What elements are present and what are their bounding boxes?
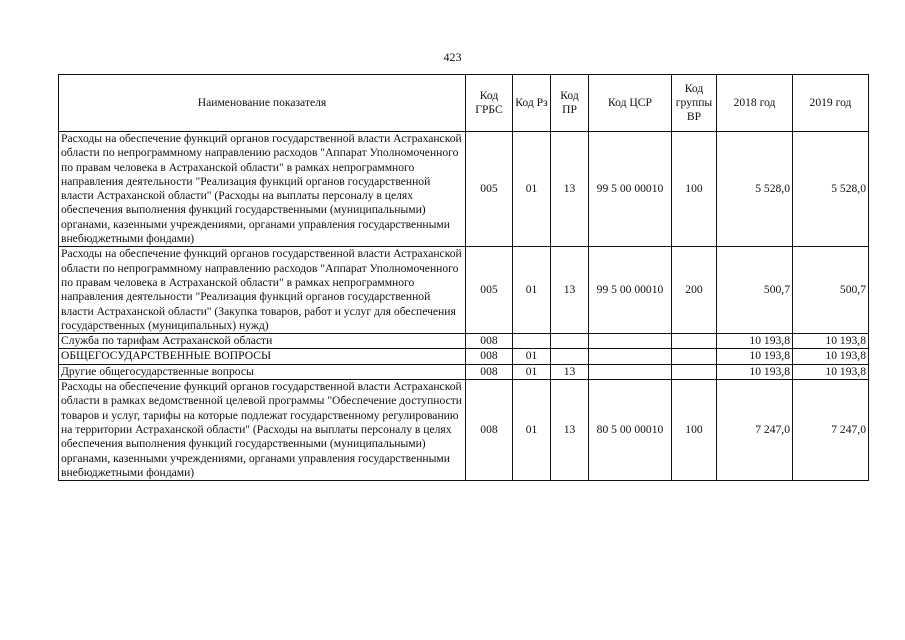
header-2019: 2019 год bbox=[793, 75, 869, 132]
row-name: Расходы на обеспечение функций органов государственной власти Астраханской области по непрограммному направлению расходов "Аппарат Уполномоченного по правам человека в Астраханской области" в рамках непрограммного направления деятельности "Реализация функций органов государственной власти Астраханской области" (Закупка товаров, работ и услуг для обеспечения государственных (муниципальных) нужд) bbox=[59, 247, 466, 334]
row-name: Служба по тарифам Астраханской области bbox=[59, 334, 466, 349]
row-csr bbox=[589, 364, 672, 379]
header-pr: Код ПР bbox=[551, 75, 589, 132]
row-grbs: 008 bbox=[466, 349, 513, 364]
row-2019: 7 247,0 bbox=[793, 380, 869, 481]
row-2019: 500,7 bbox=[793, 247, 869, 334]
row-name: Расходы на обеспечение функций органов государственной власти Астраханской области в рамках ведомственной целевой программы "Обеспечение доступности товаров и услуг, тарифы на которые подлежат государственному регулированию на территории Астраханской области" (Расходы на выплаты персоналу в целях обеспечения выполнения функций государственными (муниципальными) органами, казенными учреждениями, органами управления государственными внебюджетными фондами) bbox=[59, 380, 466, 481]
table-row bbox=[59, 334, 869, 349]
row-csr bbox=[589, 334, 672, 349]
header-grbs: Код ГРБС bbox=[466, 75, 513, 132]
table-row bbox=[59, 349, 869, 364]
row-2019: 10 193,8 bbox=[793, 334, 869, 349]
header-name: Наименование показателя bbox=[59, 75, 466, 132]
table-row bbox=[59, 132, 869, 247]
row-csr: 99 5 00 00010 bbox=[589, 132, 672, 247]
page-number: 423 bbox=[443, 50, 462, 64]
table-header-row bbox=[59, 75, 869, 132]
row-2018: 500,7 bbox=[717, 247, 793, 334]
row-pr: 13 bbox=[551, 380, 589, 481]
row-grbs: 008 bbox=[466, 380, 513, 481]
row-2018: 5 528,0 bbox=[717, 132, 793, 247]
row-pr: 13 bbox=[551, 132, 589, 247]
row-pr bbox=[551, 349, 589, 364]
row-rz: 01 bbox=[513, 380, 551, 481]
row-pr: 13 bbox=[551, 247, 589, 334]
table-row bbox=[59, 380, 869, 481]
row-csr: 99 5 00 00010 bbox=[589, 247, 672, 334]
row-pr bbox=[551, 334, 589, 349]
header-vr: Код группы ВР bbox=[672, 75, 717, 132]
row-rz: 01 bbox=[513, 364, 551, 379]
row-rz: 01 bbox=[513, 247, 551, 334]
header-rz: Код Рз bbox=[513, 75, 551, 132]
row-2018: 10 193,8 bbox=[717, 349, 793, 364]
row-2018: 7 247,0 bbox=[717, 380, 793, 481]
row-vr bbox=[672, 364, 717, 379]
row-grbs: 008 bbox=[466, 334, 513, 349]
table-row bbox=[59, 364, 869, 379]
row-2018: 10 193,8 bbox=[717, 364, 793, 379]
row-name: Расходы на обеспечение функций органов государственной власти Астраханской области по непрограммному направлению расходов "Аппарат Уполномоченного по правам человека в Астраханской области" в рамках непрограммного направления деятельности "Реализация функций органов государственной власти Астраханской области" (Расходы на выплаты персоналу в целях обеспечения выполнения функций государственными (муниципальными) органами, казенными учреждениями, органами управления государственными внебюджетными фондами) bbox=[59, 132, 466, 247]
header-2018: 2018 год bbox=[717, 75, 793, 132]
row-2018: 10 193,8 bbox=[717, 334, 793, 349]
row-grbs: 008 bbox=[466, 364, 513, 379]
row-vr: 200 bbox=[672, 247, 717, 334]
row-grbs: 005 bbox=[466, 247, 513, 334]
row-2019: 5 528,0 bbox=[793, 132, 869, 247]
row-grbs: 005 bbox=[466, 132, 513, 247]
row-csr: 80 5 00 00010 bbox=[589, 380, 672, 481]
row-vr bbox=[672, 334, 717, 349]
row-vr bbox=[672, 349, 717, 364]
header-csr: Код ЦСР bbox=[589, 75, 672, 132]
row-rz bbox=[513, 334, 551, 349]
row-vr: 100 bbox=[672, 132, 717, 247]
row-2019: 10 193,8 bbox=[793, 364, 869, 379]
row-pr: 13 bbox=[551, 364, 589, 379]
row-rz: 01 bbox=[513, 349, 551, 364]
row-2019: 10 193,8 bbox=[793, 349, 869, 364]
row-csr bbox=[589, 349, 672, 364]
table-row bbox=[59, 247, 869, 334]
row-name: Другие общегосударственные вопросы bbox=[59, 364, 466, 379]
row-rz: 01 bbox=[513, 132, 551, 247]
row-vr: 100 bbox=[672, 380, 717, 481]
budget-table bbox=[58, 74, 869, 481]
row-name: ОБЩЕГОСУДАРСТВЕННЫЕ ВОПРОСЫ bbox=[59, 349, 466, 364]
